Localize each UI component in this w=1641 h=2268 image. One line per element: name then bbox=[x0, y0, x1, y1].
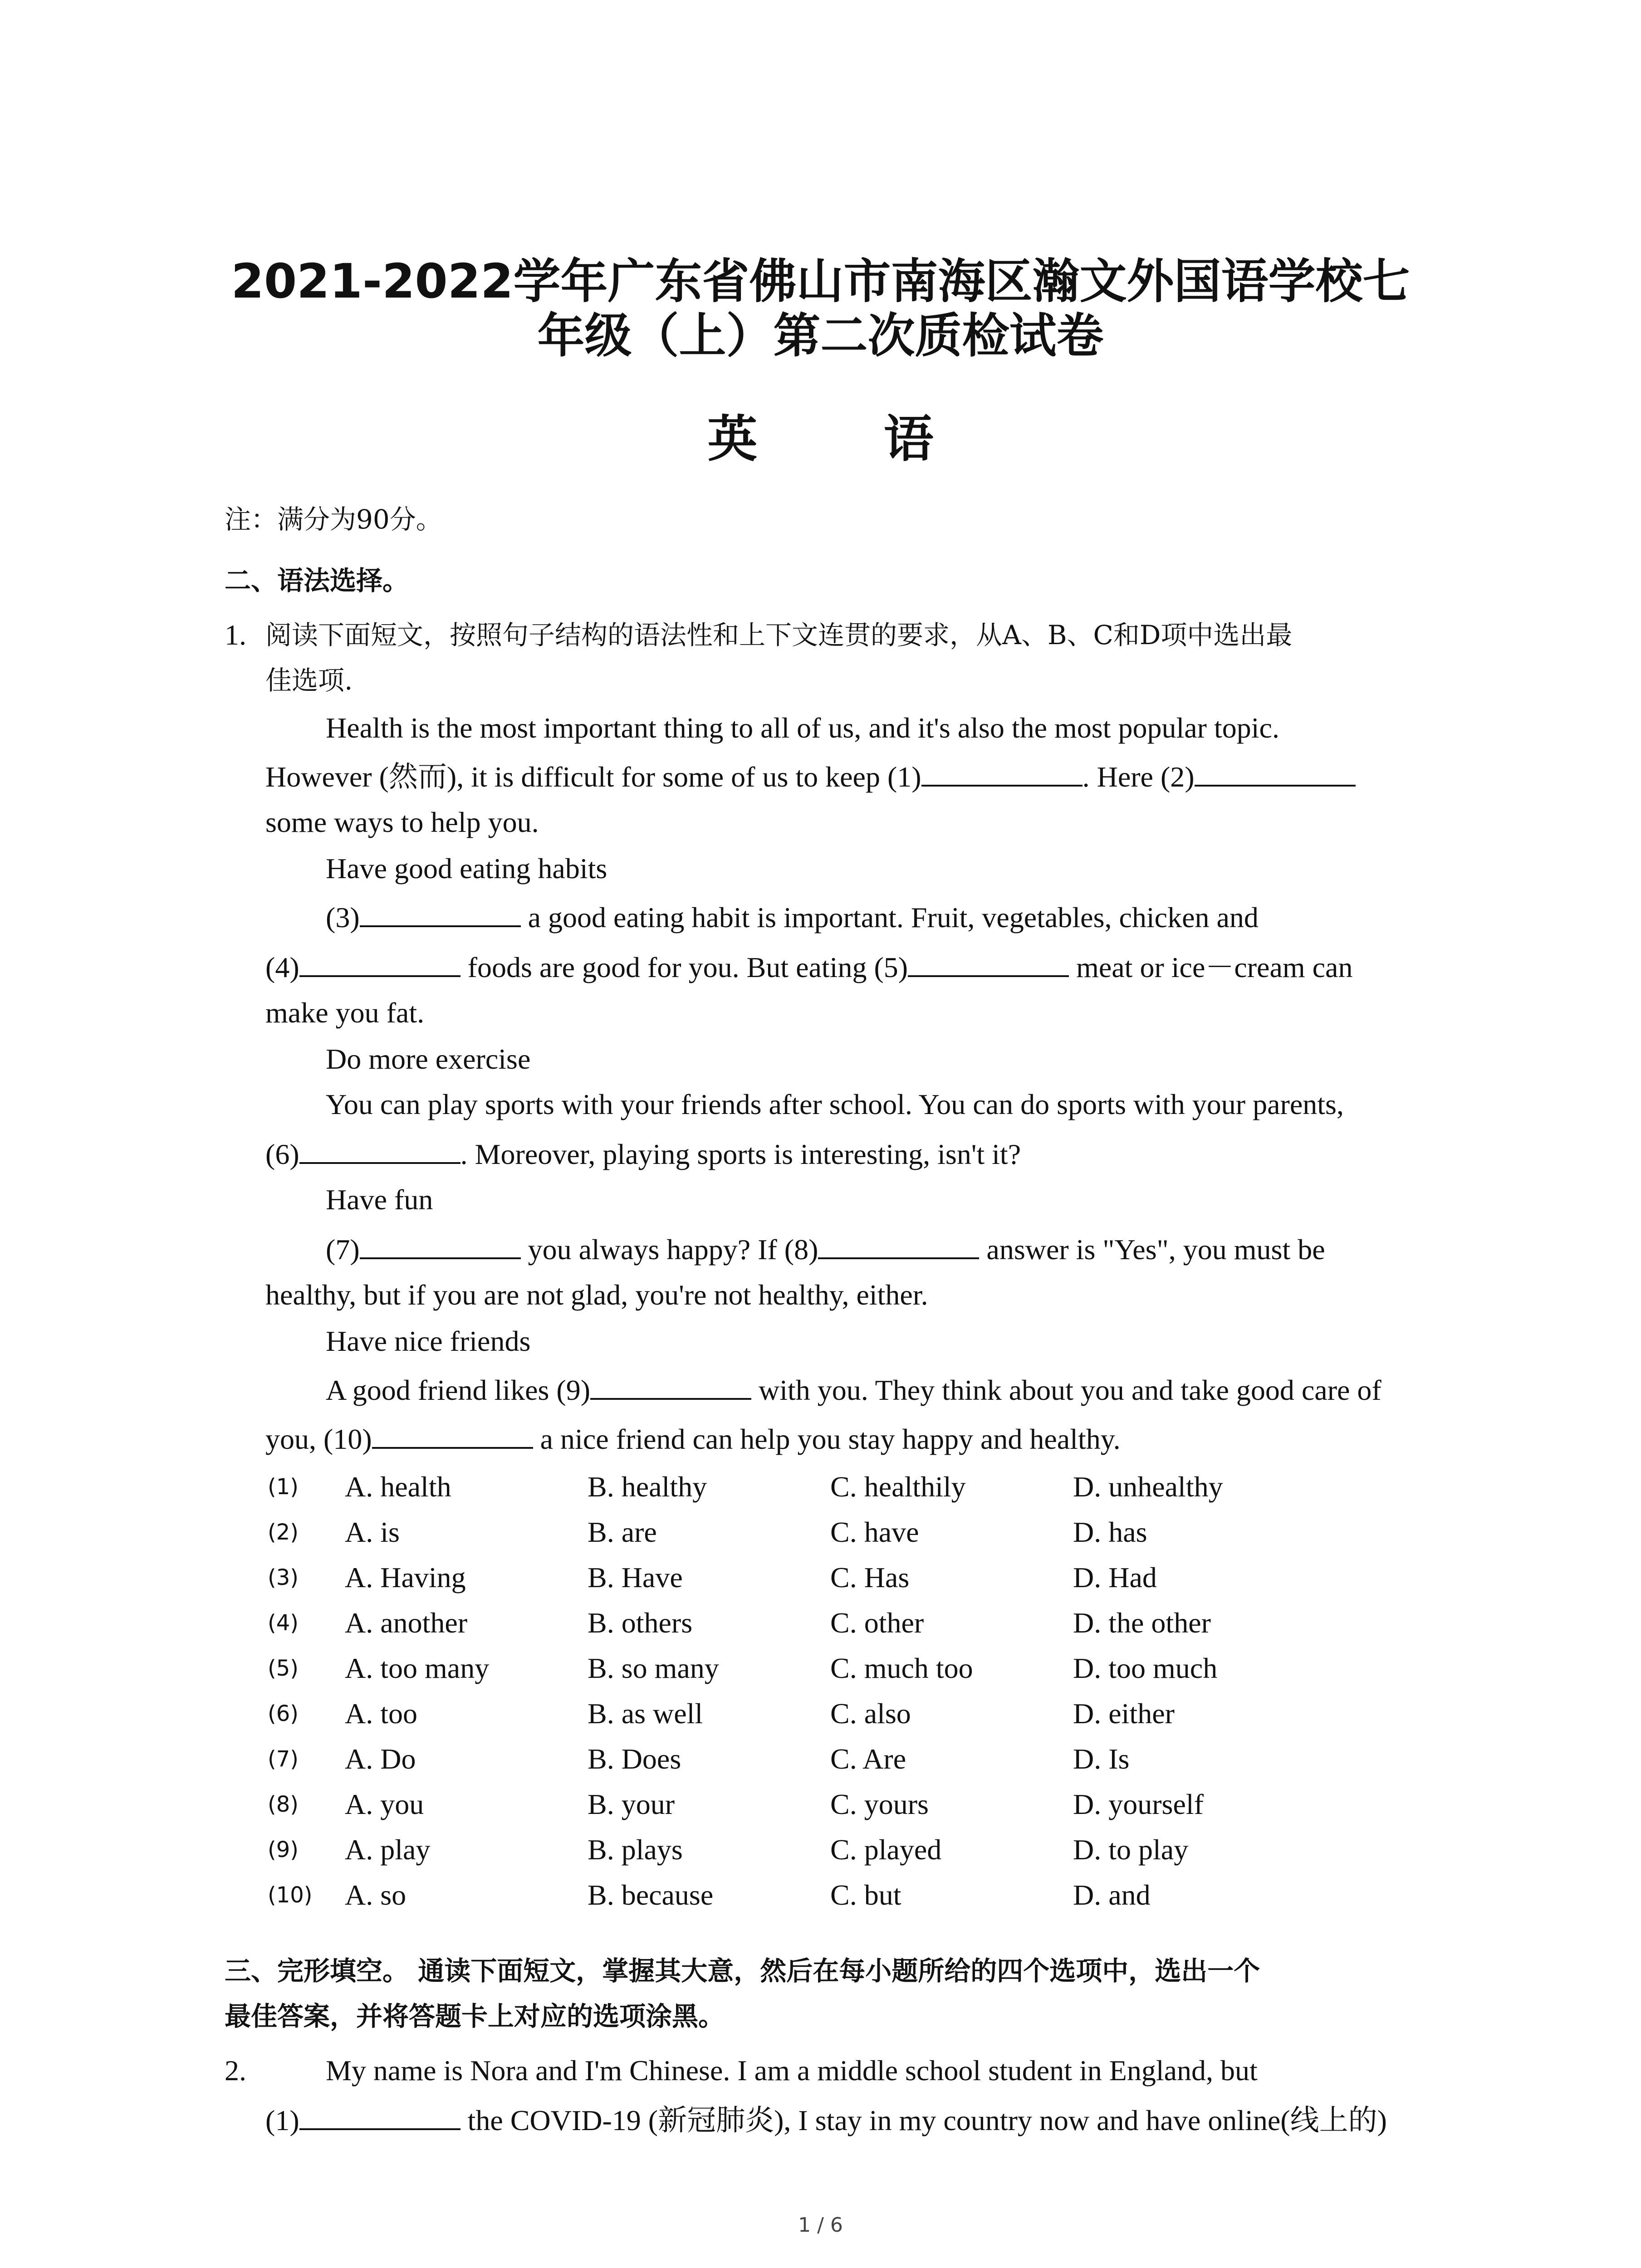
option-b[interactable]: B. Have bbox=[588, 1561, 683, 1593]
option-c[interactable]: C. Has bbox=[830, 1561, 910, 1593]
option-c[interactable]: C. have bbox=[830, 1516, 919, 1548]
passage1-line: A good friend likes (9) with you. They think about you and take good care of bbox=[326, 1370, 1381, 1411]
option-b[interactable]: B. plays bbox=[588, 1833, 683, 1866]
passage1-line: some ways to help you. bbox=[265, 806, 539, 838]
option-a[interactable]: A. so bbox=[345, 1879, 407, 1911]
answer-blank[interactable] bbox=[372, 1422, 533, 1449]
answer-blank[interactable] bbox=[908, 950, 1069, 977]
option-c[interactable]: C. much too bbox=[830, 1652, 973, 1684]
answer-blank[interactable] bbox=[299, 950, 460, 977]
passage2-line: My name is Nora and I'm Chinese. I am a middle school student in England, but bbox=[326, 2054, 1258, 2087]
option-c[interactable]: C. played bbox=[830, 1833, 942, 1866]
question1-instruction-line1: 阅读下面短文，按照句子结构的语法性和上下文连贯的要求，从A、B、C和D项中选出最 bbox=[265, 620, 1293, 650]
option-d[interactable]: D. too much bbox=[1073, 1652, 1218, 1684]
passage1-line: (3) a good eating habit is important. Fruit, vegetables, chicken and bbox=[326, 897, 1259, 938]
subject-heading: 英 语 bbox=[707, 410, 988, 468]
passage1-line: (7) you always happy? If (8) answer is "Yes", you must be bbox=[326, 1229, 1325, 1270]
option-a[interactable]: A. Having bbox=[345, 1561, 466, 1593]
option-number: (5) bbox=[268, 1656, 299, 1681]
option-d[interactable]: D. yourself bbox=[1073, 1788, 1204, 1820]
exam-title-line2: 年级（上）第二次质检试卷 bbox=[537, 308, 1104, 363]
option-number: (1) bbox=[268, 1474, 299, 1500]
answer-blank[interactable] bbox=[818, 1232, 979, 1259]
option-c[interactable]: C. also bbox=[830, 1697, 911, 1730]
option-a[interactable]: A. play bbox=[345, 1833, 431, 1866]
option-number: (4) bbox=[268, 1610, 299, 1636]
passage1-line: Health is the most important thing to all of us, and it's also the most popular topic. bbox=[326, 712, 1279, 744]
answer-blank[interactable] bbox=[360, 900, 521, 927]
option-b[interactable]: B. are bbox=[588, 1516, 657, 1548]
passage1-line: (6) . Moreover, playing sports is interesting, isn't it? bbox=[265, 1134, 1021, 1175]
option-number: (3) bbox=[268, 1565, 299, 1590]
option-b[interactable]: B. healthy bbox=[588, 1471, 707, 1503]
option-a[interactable]: A. too bbox=[345, 1697, 417, 1730]
passage1-line: healthy, but if you are not glad, you're not healthy, either. bbox=[265, 1279, 928, 1311]
option-d[interactable]: D. has bbox=[1073, 1516, 1147, 1548]
option-b[interactable]: B. others bbox=[588, 1607, 693, 1639]
option-c[interactable]: C. yours bbox=[830, 1788, 929, 1820]
answer-blank[interactable] bbox=[360, 1232, 521, 1259]
answer-blank[interactable] bbox=[921, 759, 1083, 787]
option-d[interactable]: D. Had bbox=[1073, 1561, 1157, 1593]
passage-subheading: Do more exercise bbox=[326, 1043, 531, 1075]
section3-heading-line1: 三、完形填空。 通读下面短文，掌握其大意，然后在每小题所给的四个选项中，选出一个 bbox=[225, 1955, 1260, 1986]
option-a[interactable]: A. health bbox=[345, 1471, 451, 1503]
option-c[interactable]: C. Are bbox=[830, 1743, 906, 1775]
answer-blank[interactable] bbox=[1195, 759, 1356, 787]
option-c[interactable]: C. other bbox=[830, 1607, 924, 1639]
section2-heading: 二、语法选择。 bbox=[225, 565, 409, 596]
option-a[interactable]: A. another bbox=[345, 1607, 468, 1639]
passage1-line: you, (10) a nice friend can help you stay happy and healthy. bbox=[265, 1419, 1121, 1460]
passage1-line: (4) foods are good for you. But eating (5) meat or ice－cream can bbox=[265, 947, 1352, 988]
option-c[interactable]: C. healthily bbox=[830, 1471, 966, 1503]
option-d[interactable]: D. and bbox=[1073, 1879, 1151, 1911]
exam-title-line1: 2021-2022学年广东省佛山市南海区瀚文外国语学校七 bbox=[231, 254, 1410, 309]
option-a[interactable]: A. Do bbox=[345, 1743, 416, 1775]
option-d[interactable]: D. Is bbox=[1073, 1743, 1130, 1775]
question1-instruction-line2: 佳选项. bbox=[265, 665, 353, 696]
option-number: (6) bbox=[268, 1701, 299, 1726]
passage1-line: make you fat. bbox=[265, 997, 425, 1029]
passage-subheading: Have nice friends bbox=[326, 1325, 531, 1357]
option-a[interactable]: A. too many bbox=[345, 1652, 490, 1684]
answer-blank[interactable] bbox=[299, 2103, 460, 2130]
option-number: (2) bbox=[268, 1520, 299, 1545]
passage1-line: However (然而), it is difficult for some of us to keep (1) . Here (2) bbox=[265, 757, 1356, 797]
option-a[interactable]: A. you bbox=[345, 1788, 424, 1820]
option-number: (8) bbox=[268, 1792, 299, 1817]
passage-subheading: Have good eating habits bbox=[326, 852, 607, 885]
option-b[interactable]: B. because bbox=[588, 1879, 714, 1911]
option-d[interactable]: D. to play bbox=[1073, 1833, 1189, 1866]
option-number: (9) bbox=[268, 1837, 299, 1862]
question1-number: 1. bbox=[225, 619, 246, 651]
passage2-line: (1) the COVID-19 (新冠肺炎), I stay in my country now and have online(线上的) bbox=[265, 2100, 1387, 2141]
option-number: (10) bbox=[268, 1882, 313, 1908]
option-b[interactable]: B. Does bbox=[588, 1743, 681, 1775]
option-c[interactable]: C. but bbox=[830, 1879, 901, 1911]
score-note: 注：满分为90分。 bbox=[225, 504, 442, 535]
answer-blank[interactable] bbox=[299, 1137, 460, 1164]
passage-subheading: Have fun bbox=[326, 1183, 433, 1216]
option-d[interactable]: D. either bbox=[1073, 1697, 1175, 1730]
section3-heading-line2: 最佳答案，并将答题卡上对应的选项涂黑。 bbox=[225, 2001, 725, 2032]
option-b[interactable]: B. so many bbox=[588, 1652, 719, 1684]
passage1-line: You can play sports with your friends after school. You can do sports with your parents, bbox=[326, 1088, 1344, 1120]
answer-blank[interactable] bbox=[590, 1373, 751, 1400]
option-d[interactable]: D. unhealthy bbox=[1073, 1471, 1223, 1503]
option-d[interactable]: D. the other bbox=[1073, 1607, 1211, 1639]
question2-number: 2. bbox=[225, 2054, 246, 2087]
option-number: (7) bbox=[268, 1746, 299, 1772]
page-number: 1 / 6 bbox=[798, 2214, 843, 2237]
option-b[interactable]: B. your bbox=[588, 1788, 675, 1820]
option-a[interactable]: A. is bbox=[345, 1516, 400, 1548]
option-b[interactable]: B. as well bbox=[588, 1697, 703, 1730]
